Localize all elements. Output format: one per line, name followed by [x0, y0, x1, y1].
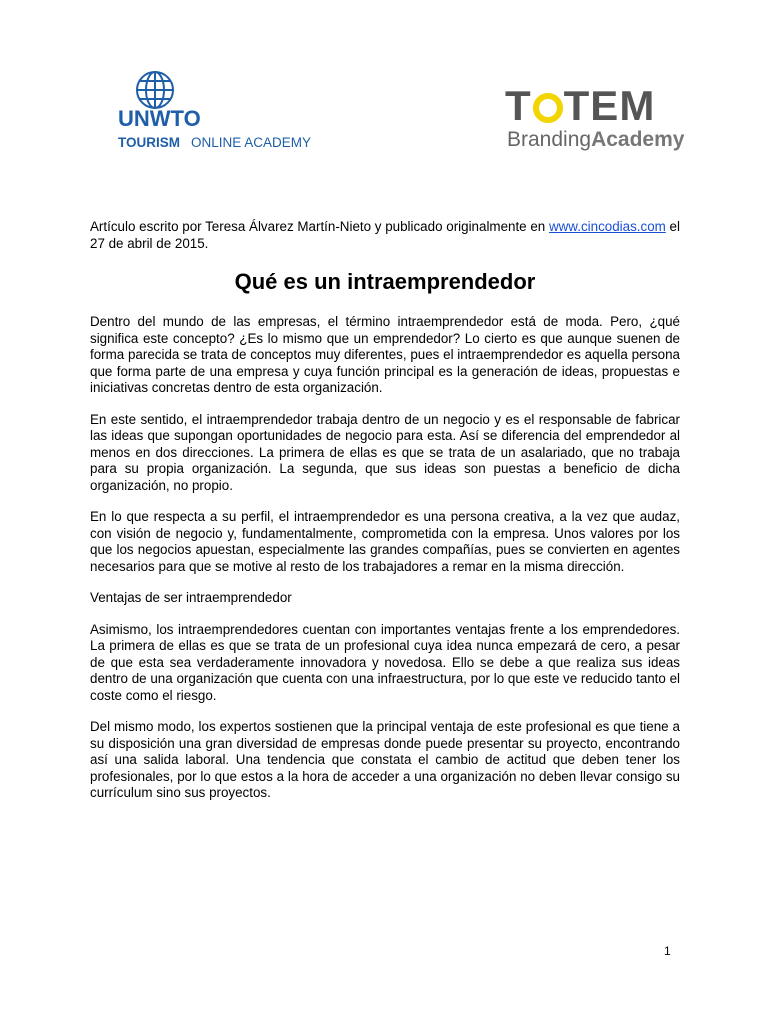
- totem-o-ring-icon: [533, 93, 563, 123]
- source-link[interactable]: www.cincodias.com: [548, 219, 666, 234]
- article-body: [90, 314, 680, 817]
- totem-subtitle: [507, 128, 684, 152]
- section-subheading: Ventajas de ser intraemprendedor: [90, 590, 292, 605]
- page-number: 1: [664, 944, 671, 958]
- page-title: Qué es un intraemprendedor: [234, 269, 536, 294]
- totem-wordmark: [505, 84, 655, 128]
- paragraph: Del mismo modo, los expertos sostienen que la principal ventaja de este profesional es que tiene a su disposición una gran diversidad de empresas donde puede presentar su proyecto, encontrando así una salida laboral. Una tendencia que constata el cambio de actitud que deben tener los profesionales, por lo que estos a la hora de acceder a una organización no deben llevar consigo su currículum sino sus proyectos.: [90, 719, 680, 800]
- unwto-line2: ONLINE ACADEMY: [191, 135, 312, 150]
- paragraph: En este sentido, el intraemprendedor trabaja dentro de un negocio y es el responsable de fabricar las ideas que supongan oportunidades de negocio para esta. Así se diferencia del emprendedor al menos en dos direcciones. La primera de ellas es que se trata de un asalariado, que no trabaja para su propia organización. La segunda, que sus ideas son puestas a beneficio de dicha organización, no propio.: [90, 411, 680, 493]
- unwto-line1: TOURISM: [118, 135, 181, 150]
- unwto-acronym: UNWTO: [118, 106, 201, 131]
- credit-text-after: el 27 de abril de 2015.: [90, 219, 680, 251]
- paragraph: Asimismo, los intraemprendedores cuentan con importantes ventajas frente a los emprendedores. La primera de ellas es que se trata de un profesional cuya idea nunca empezará de cero, a pesar de que esta sea verdaderamente innovadora y novedosa. Ello se debe a que realiza sus ideas dentro de una organización que cuenta con una infraestructura, por lo que este ve reducido tanto el coste como el riesgo.: [90, 621, 680, 703]
- totem-sub-bold: Academy: [591, 128, 685, 151]
- paragraph: Dentro del mundo de las empresas, el término intraemprendedor está de moda. Pero, ¿qué significa este concepto? ¿Es lo mismo que un emprendedor? Lo cierto es que aunque suenen de forma parecida se trata de conceptos muy diferentes, pues el intraemprendedor es aquella persona que forma parte de una empresa y cuya función principal es la generación de ideas, propuestas e iniciativas concretas dentro de esta organización.: [90, 314, 680, 395]
- article-credit: [90, 219, 680, 252]
- totem-word-post: TEM: [563, 82, 656, 129]
- totem-word-pre: T: [505, 82, 532, 129]
- unwto-logo: [117, 70, 337, 152]
- totem-sub-light: Branding: [507, 128, 592, 151]
- globe-icon: [117, 70, 337, 152]
- credit-text-before: Artículo escrito por Teresa Álvarez Martín-Nieto y publicado originalmente en: [90, 219, 549, 234]
- paragraph: En lo que respecta a su perfil, el intraemprendedor es una persona creativa, a la vez que audaz, con visión de negocio y, fundamentalmente, comprometida con la empresa. Unos valores por los que los negocios apuestan, especialmente las grandes compañías, pues se convierten en agentes necesarios para que se motive al resto de los trabajadores a remar en la misma dirección.: [90, 509, 680, 574]
- totem-logo: [505, 82, 685, 156]
